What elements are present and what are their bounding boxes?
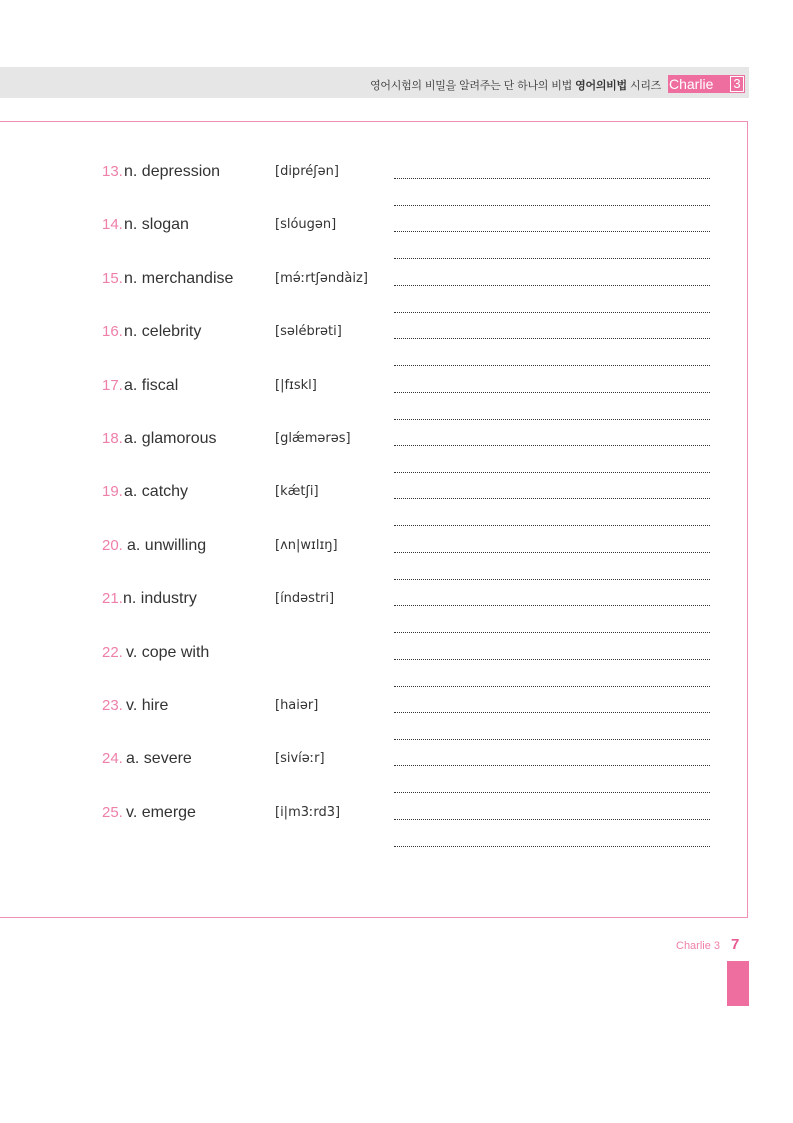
vocab-entry [0,643,793,683]
tagline-tail: 시리즈 [630,79,661,92]
entry-pronunciation: [mə́ːrtʃəndàiz] [275,271,368,286]
vocab-entry [0,429,793,469]
answer-line[interactable] [394,819,710,820]
answer-line[interactable] [394,765,710,766]
entry-word: n. industry [123,590,197,607]
entry-number: 21. [102,590,123,607]
answer-line[interactable] [394,605,710,606]
entry-word: a. catchy [124,483,189,500]
entry-pronunciation: [səlébrəti] [275,324,342,339]
footer-label: Charlie 3 [676,940,721,952]
answer-line[interactable] [394,712,710,713]
answer-line[interactable] [394,659,710,660]
entry-pronunciation: [kǽtʃi] [275,484,319,499]
entry-word: n. slogan [124,216,189,233]
entry-pronunciation: [sivíəːr] [275,751,325,766]
series-badge [668,75,745,93]
vocab-entry [0,482,793,522]
page-tab [727,961,749,1006]
entry-word: v. cope with [126,644,210,661]
entry-number: 15. [102,270,123,287]
vocab-entry [0,589,793,629]
vocab-entry [0,215,793,255]
entry-word: v. emerge [126,804,196,821]
answer-line[interactable] [394,792,710,793]
vocab-entry [0,376,793,416]
entry-word: n. depression [124,163,221,180]
entry-number: 24. [102,750,123,767]
entry-number: 16. [102,323,123,340]
answer-line[interactable] [394,579,710,580]
vocab-entry [0,322,793,362]
entry-pronunciation: [|fɪskl] [275,378,317,393]
series-name: Charlie [669,76,714,92]
answer-line[interactable] [394,392,710,393]
series-number: 3 [730,76,744,92]
answer-line[interactable] [394,686,710,687]
answer-line[interactable] [394,846,710,847]
entry-number: 13. [102,163,123,180]
entry-word: a. unwilling [127,537,207,554]
entry-pronunciation: [slóugən] [275,217,337,232]
answer-line[interactable] [394,498,710,499]
answer-line[interactable] [394,739,710,740]
entry-number: 17. [102,377,123,394]
entry-number: 23. [102,697,123,714]
vocab-entry [0,749,793,789]
answer-line[interactable] [394,178,710,179]
entry-word: a. fiscal [124,377,179,394]
vocab-entry [0,162,793,202]
entry-number: 18. [102,430,123,447]
answer-line[interactable] [394,632,710,633]
answer-line[interactable] [394,258,710,259]
entry-number: 25. [102,804,123,821]
vocab-entry [0,269,793,309]
entry-word: a. severe [126,750,192,767]
answer-line[interactable] [394,285,710,286]
entry-number: 20. [102,537,123,554]
entry-pronunciation: [i|m3ːrd3] [275,805,341,820]
tagline-text: 영어시험의 비밀을 알려주는 단 하나의 비법 [370,79,572,92]
answer-line[interactable] [394,312,710,313]
entry-word: n. celebrity [124,323,202,340]
vocab-entry [0,803,793,843]
answer-line[interactable] [394,525,710,526]
answer-line[interactable] [394,365,710,366]
entry-word: v. hire [126,697,169,714]
answer-line[interactable] [394,472,710,473]
entry-number: 19. [102,483,123,500]
answer-line[interactable] [394,231,710,232]
entry-number: 14. [102,216,123,233]
entry-word: a. glamorous [124,430,217,447]
answer-line[interactable] [394,419,710,420]
page-number: 7 [731,936,740,953]
entry-pronunciation: [dipréʃən] [275,164,339,179]
answer-line[interactable] [394,338,710,339]
entry-number: 22. [102,644,123,661]
vocab-entry [0,536,793,576]
entry-pronunciation: [haiər] [275,698,319,713]
entry-word: n. merchandise [124,270,234,287]
vocab-entry [0,696,793,736]
answer-line[interactable] [394,445,710,446]
tagline-bold: 영어의비법 [575,79,627,92]
header-tagline [370,77,661,93]
entry-pronunciation: [ʌn|wɪlɪŋ] [275,538,338,553]
answer-line[interactable] [394,552,710,553]
answer-line[interactable] [394,205,710,206]
entry-pronunciation: [glǽmərəs] [275,431,351,446]
entry-pronunciation: [índəstri] [275,591,335,606]
